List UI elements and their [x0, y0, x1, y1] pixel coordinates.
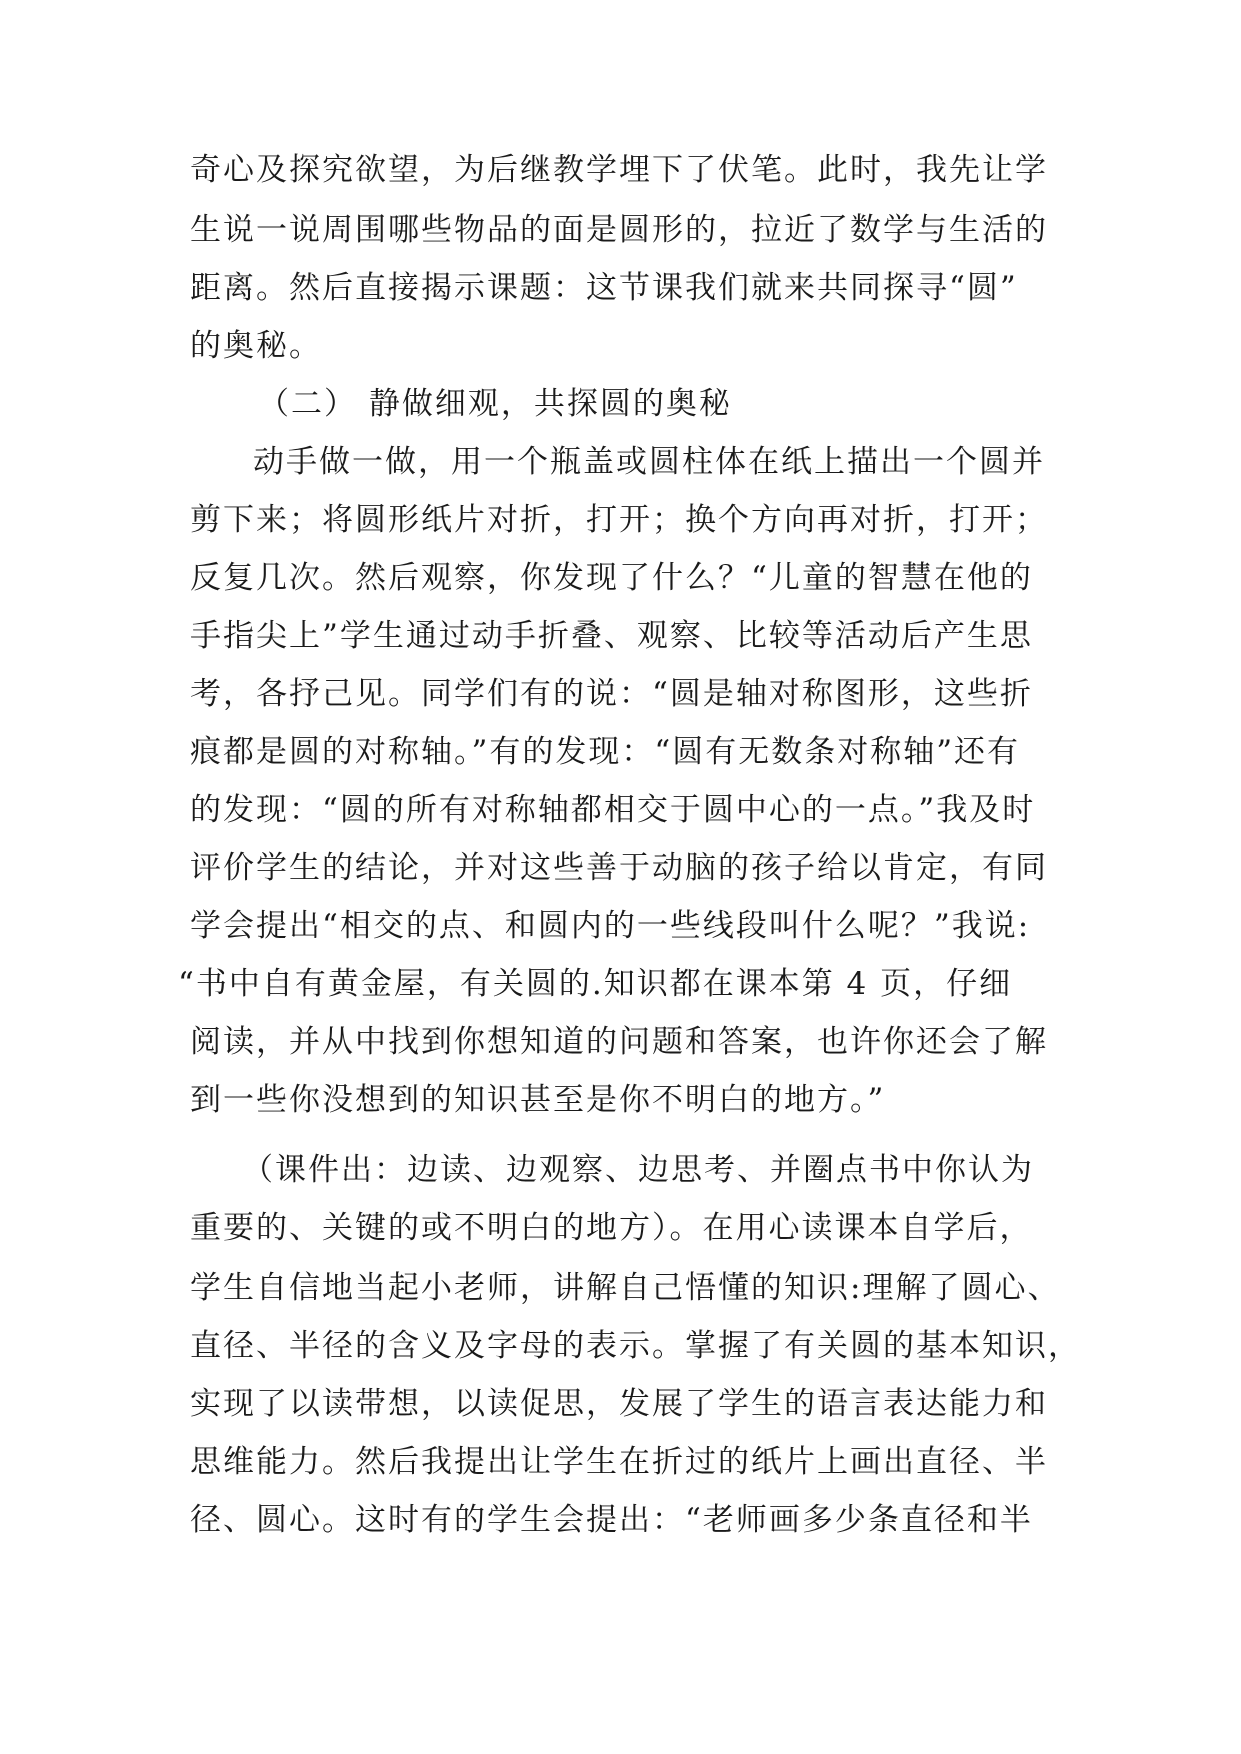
text-line: 剪下来；将圆形纸片对折，打开；换个方向再对折，打开；	[190, 502, 1048, 538]
text-line: 的发现：“圆的所有对称轴都相交于圆中心的一点。”我及时	[190, 792, 1036, 828]
text-line: “书中自有黄金屋，有关圆的.知识都在课本第 4 页，仔细	[178, 966, 1013, 1002]
text-line: 评价学生的结论，并对这些善于动脑的孩子给以肯定，有同	[190, 850, 1048, 886]
text-line: 奇心及探究欲望，为后继教学埋下了伏笔。此时，我先让学	[190, 152, 1048, 188]
text-line: 学生自信地当起小老师，讲解自己悟懂的知识:理解了圆心、	[190, 1270, 1061, 1306]
text-line: 学会提出“相交的点、和圆内的一些线段叫什么呢？”我说:	[190, 908, 1031, 944]
text-line: 重要的、关键的或不明白的地方）。在用心读课本自学后，	[190, 1210, 1033, 1246]
text-line: 到一些你没想到的知识甚至是你不明白的地方。”	[190, 1082, 886, 1118]
text-line: 距离。然后直接揭示课题：这节课我们就来共同探寻“圆”	[190, 270, 1018, 306]
text-line: 反复几次。然后观察，你发现了什么？“儿童的智慧在他的	[190, 560, 1033, 596]
text-line: 思维能力。然后我提出让学生在折过的纸片上画出直径、半	[190, 1444, 1048, 1480]
text-line: （课件出：边读、边观察、边思考、并圈点书中你认为	[242, 1152, 1034, 1188]
text-line: 直径、半径的含义及字母的表示。掌握了有关圆的基本知识，	[190, 1328, 1081, 1364]
section-heading: （二） 静做细观，共探圆的奥秘	[258, 386, 732, 422]
text-line: 动手做一做，用一个瓶盖或圆柱体在纸上描出一个圆并	[253, 444, 1045, 480]
text-line: 阅读，并从中找到你想知道的问题和答案，也许你还会了解	[190, 1024, 1048, 1060]
text-line: 手指尖上”学生通过动手折叠、观察、比较等活动后产生思	[190, 618, 1033, 654]
text-line: 痕都是圆的对称轴。”有的发现：“圆有无数条对称轴”还有	[190, 734, 1021, 770]
text-line: 径、圆心。这时有的学生会提出：“老师画多少条直径和半	[190, 1502, 1033, 1538]
text-line: 的奥秘。	[190, 328, 322, 364]
text-line: 生说一说周围哪些物品的面是圆形的，拉近了数学与生活的	[190, 212, 1048, 248]
text-line: 考，各抒己见。同学们有的说：“圆是轴对称图形，这些折	[190, 676, 1033, 712]
text-line: 实现了以读带想，以读促思，发展了学生的语言表达能力和	[190, 1386, 1048, 1422]
